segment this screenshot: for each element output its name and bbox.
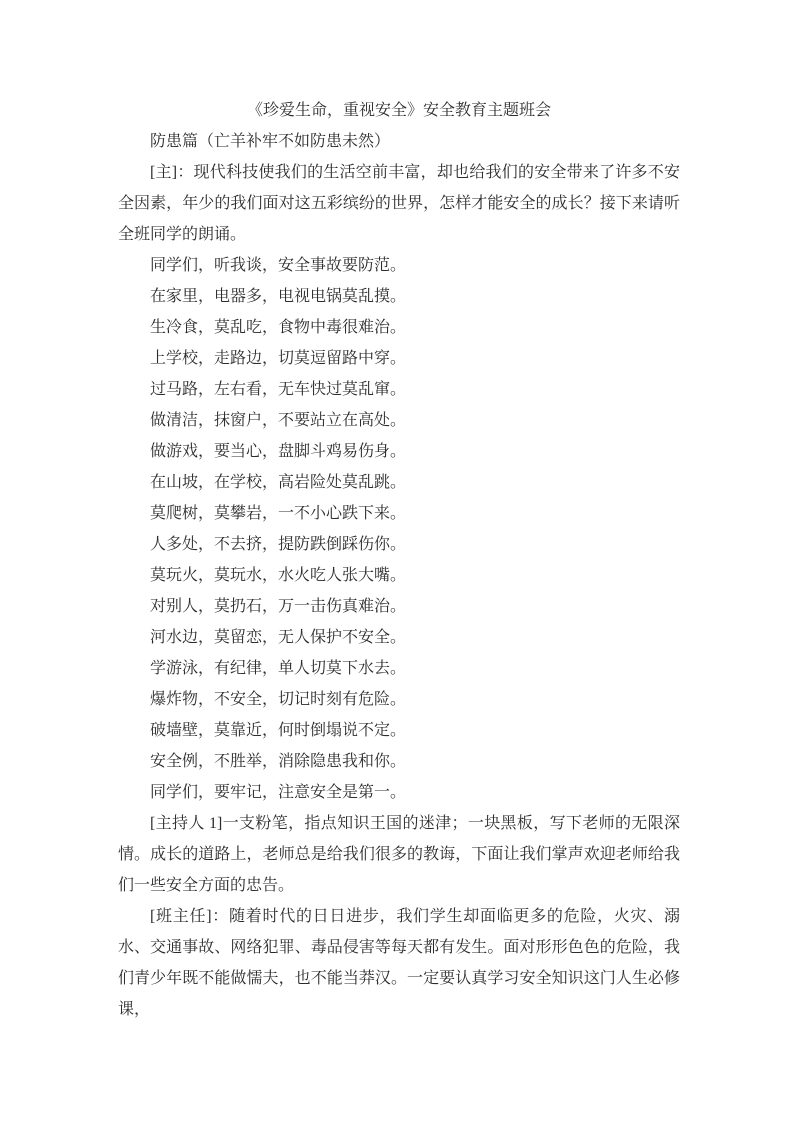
paragraph-host-intro: [主]：现代科技使我们的生活空前丰富，却也给我们的安全带来了许多不安全因素，年少的我们面对这五彩缤纷的世界，怎样才能安全的成长？接下来请听全班同学的朗诵。 (118, 164, 680, 243)
poem-line: 爆炸物，不安全，切记时刻有危险。 (150, 691, 407, 708)
poem-line: 莫玩火，莫玩水，水火吃人张大嘴。 (150, 567, 407, 584)
poem-line: 上学校，走路边，切莫逗留路中穿。 (150, 350, 407, 367)
document-title: 《珍爱生命，重视安全》安全教育主题班会 (246, 102, 551, 119)
paragraph-teacher: [班主任]：随着时代的日日进步，我们学生却面临更多的危险，火灾、溺水、交通事故、网络犯罪、毒品侵害等每天都有发生。面对形形色色的危险，我们青少年既不能做懦夫，也不能当莽汉。一定要认真学习安全知识这门人生必修课， (118, 908, 680, 1018)
poem-line: 安全例，不胜举，消除隐患我和你。 (150, 753, 407, 770)
poem-line: 做清洁，抹窗户，不要站立在高处。 (150, 412, 407, 429)
poem-line: 在家里，电器多，电视电锅莫乱摸。 (150, 288, 407, 305)
poem-line: 过马路，左右看，无车快过莫乱窜。 (150, 381, 407, 398)
poem-line: 破墙壁，莫靠近，何时倒塌说不定。 (150, 722, 407, 739)
poem-line: 对别人，莫扔石，万一击伤真难治。 (150, 598, 407, 615)
poem-line: 做游戏，要当心，盘脚斗鸡易伤身。 (150, 443, 407, 460)
paragraph-host1: [主持人 1]一支粉笔，指点知识王国的迷津；一块黑板，写下老师的无限深情。成长的道路上，老师总是给我们很多的教诲，下面让我们掌声欢迎老师给我们一些安全方面的忠告。 (118, 815, 680, 894)
poem-line: 同学们，听我谈，安全事故要防范。 (150, 257, 407, 274)
poem-line: 人多处，不去挤，提防跌倒踩伤你。 (150, 536, 407, 553)
poem-line: 在山坡，在学校，高岩险处莫乱跳。 (150, 474, 407, 491)
poem-line: 河水边，莫留恋，无人保护不安全。 (150, 629, 407, 646)
poem-line: 莫爬树，莫攀岩，一不小心跌下来。 (150, 505, 407, 522)
poem-line: 生冷食，莫乱吃，食物中毒很难治。 (150, 319, 407, 336)
section-heading: 防患篇（亡羊补牢不如防患未然） (150, 133, 391, 150)
poem-line: 学游泳，有纪律，单人切莫下水去。 (150, 660, 407, 677)
poem-line: 同学们，要牢记，注意安全是第一。 (150, 784, 407, 801)
